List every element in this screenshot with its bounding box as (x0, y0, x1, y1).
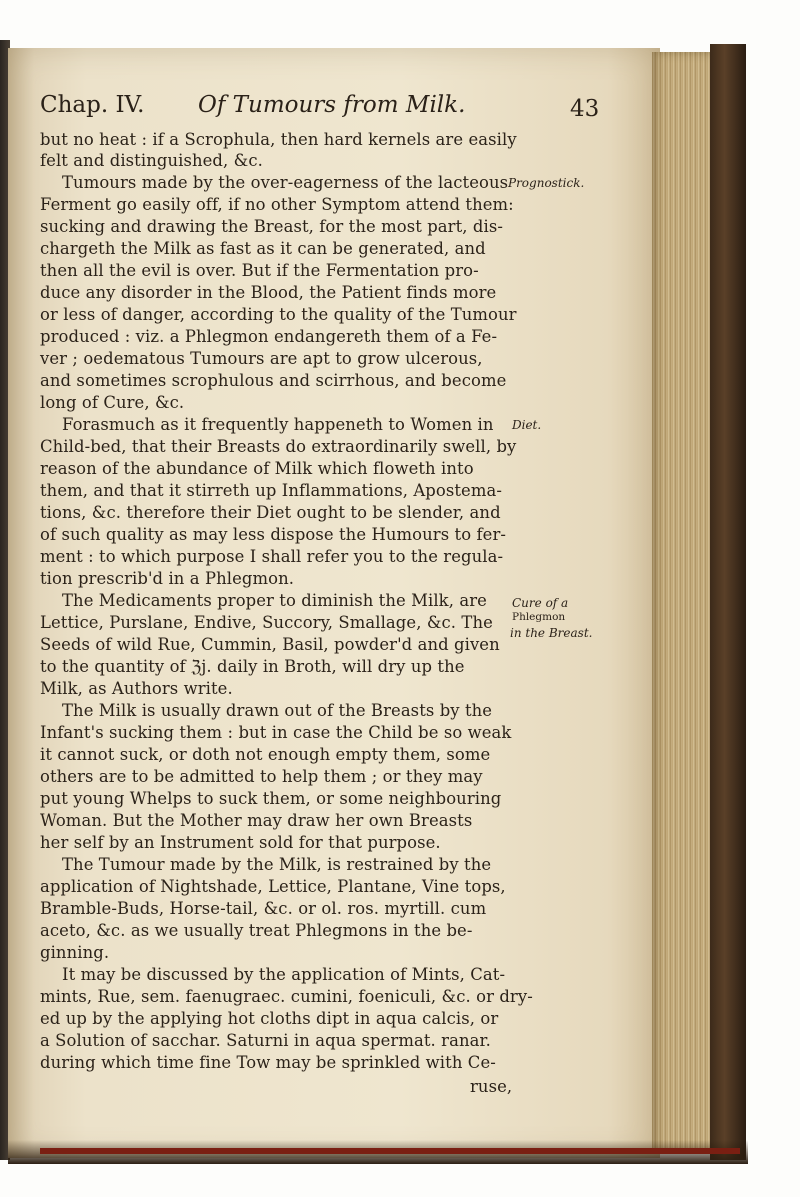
text-line: but no heat : if a Scrophula, then hard kernels are easily (40, 130, 517, 149)
text-line: Seeds of wild Rue, Cummin, Basil, powder'd and given (40, 635, 500, 654)
text-line: application of Nightshade, Lettice, Plantane, Vine tops, (40, 877, 506, 896)
text-line: Bramble-Buds, Horse-tail, &c. or ol. ros. myrtill. cum (40, 899, 487, 918)
text-line: Milk, as Authors write. (40, 679, 233, 698)
text-line: and sometimes scrophulous and scirrhous, and become (40, 371, 507, 390)
text-line: The Tumour made by the Milk, is restrained by the (62, 855, 492, 874)
text-line: mints, Rue, sem. faenugraec. cumini, foeniculi, &c. or dry- (40, 987, 533, 1006)
text-line: Infant's sucking them : but in case the Child be so weak (40, 723, 512, 742)
text-line: to the quantity of ℨj. daily in Broth, will dry up the (40, 657, 465, 676)
text-line: produced : viz. a Phlegmon endangereth them of a Fe- (40, 327, 498, 346)
text-line: them, and that it stirreth up Inflammations, Apostema- (40, 481, 503, 500)
running-header (40, 92, 640, 126)
text-line: Woman. But the Mother may draw her own Breasts (40, 811, 473, 830)
margin-note-cure-3: in the Breast. (510, 626, 593, 640)
text-line: ed up by the applying hot cloths dipt in aqua calcis, or (40, 1009, 499, 1028)
text-line: her self by an Instrument sold for that purpose. (40, 833, 441, 852)
text-line: Ferment go easily off, if no other Symptom attend them: (40, 195, 514, 214)
text-line: ginning. (40, 943, 110, 962)
page-edges (652, 52, 714, 1152)
text-line: The Medicaments proper to diminish the Milk, are (62, 591, 487, 610)
text-line: put young Whelps to suck them, or some neighbouring (40, 789, 502, 808)
book-spine (710, 44, 746, 1160)
text-line: or less of danger, according to the quality of the Tumour (40, 305, 517, 324)
text-line: then all the evil is over. But if the Fermentation pro- (40, 261, 479, 280)
text-line: ver ; oedematous Tumours are apt to grow ulcerous, (40, 349, 483, 368)
margin-note-prognostick: Prognostick. (508, 176, 585, 190)
text-line: aceto, &c. as we usually treat Phlegmons in the be- (40, 921, 473, 940)
text-line: felt and distinguished, &c. (40, 151, 263, 170)
text-line: during which time fine Tow may be sprinkled with Ce- (40, 1053, 496, 1072)
text-line: duce any disorder in the Blood, the Patient finds more (40, 283, 497, 302)
text-line: tions, &c. therefore their Diet ought to be slender, and (40, 503, 501, 522)
margin-note-cure-1: Cure of a (512, 596, 569, 610)
text-line: Child-bed, that their Breasts do extraordinarily swell, by (40, 437, 517, 456)
text-line: a Solution of sacchar. Saturni in aqua spermat. ranar. (40, 1031, 491, 1050)
text-line: Forasmuch as it frequently happeneth to Women in (62, 415, 494, 434)
text-line: long of Cure, &c. (40, 393, 185, 412)
text-line: of such quality as may less dispose the Humours to fer- (40, 525, 507, 544)
margin-note-diet: Diet. (512, 418, 542, 432)
text-line: Tumours made by the over-eagerness of the lacteous (62, 173, 509, 192)
text-line: ment : to which purpose I shall refer you to the regula- (40, 547, 504, 566)
page-number: 43 (570, 96, 600, 122)
text-line: tion prescrib'd in a Phlegmon. (40, 569, 295, 588)
margin-note-cure-2: Phlegmon (512, 611, 566, 623)
bottom-edge (40, 1148, 740, 1154)
catchword: ruse, (470, 1077, 513, 1096)
text-line: chargeth the Milk as fast as it can be generated, and (40, 239, 486, 258)
text-line: Lettice, Purslane, Endive, Succory, Smallage, &c. The (40, 613, 493, 632)
chapter-label: Chap. IV. (40, 92, 145, 118)
text-line: others are to be admitted to help them ; or they may (40, 767, 483, 786)
text-line: The Milk is usually drawn out of the Breasts by the (62, 701, 493, 720)
text-line: it cannot suck, or doth not enough empty them, some (40, 745, 491, 764)
text-line: reason of the abundance of Milk which floweth into (40, 459, 474, 478)
text-line: sucking and drawing the Breast, for the most part, dis- (40, 217, 504, 236)
text-line: It may be discussed by the application of Mints, Cat- (62, 965, 506, 984)
running-title: Of Tumours from Milk. (198, 92, 466, 118)
